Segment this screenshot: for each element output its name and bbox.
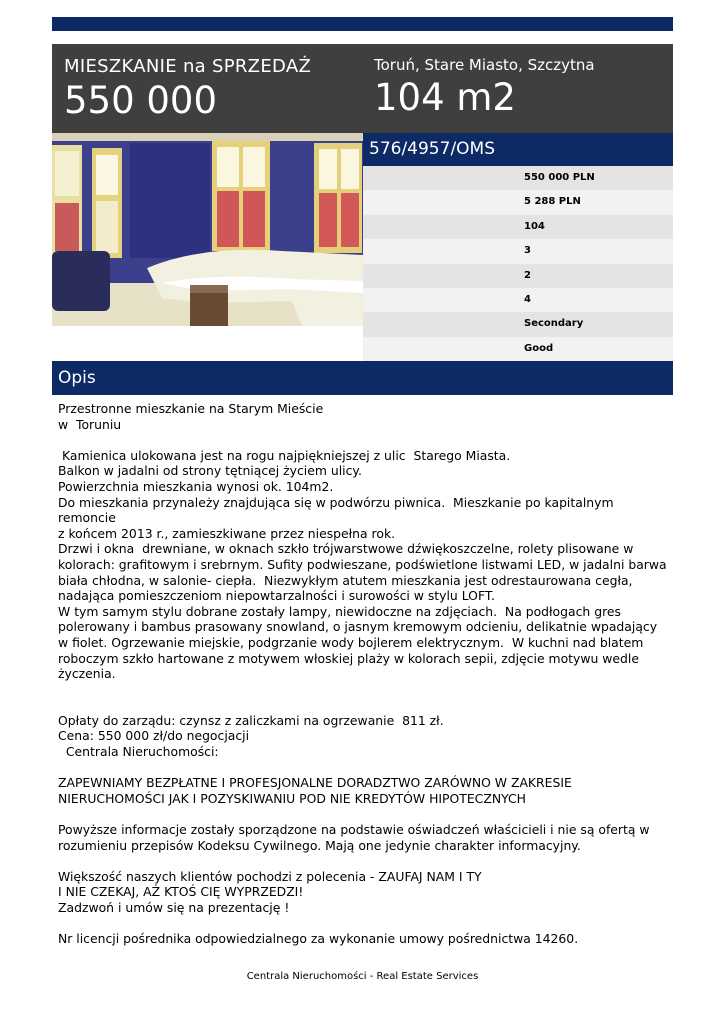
- spec-value: 4: [363, 288, 673, 312]
- spec-value: Good: [363, 337, 673, 361]
- offer-type: MIESZKANIE na SPRZEDAŻ: [64, 56, 312, 77]
- header-right: [374, 56, 595, 119]
- price-headline: 550 000: [64, 79, 218, 122]
- listing-header: [52, 44, 673, 133]
- spec-value: 2: [363, 264, 673, 288]
- spec-table: [363, 166, 673, 361]
- description-body: Przestronne mieszkanie na Starym Mieście w Toruniu Kamienica ulokowana jest na rogu najpiękniejszej z ulic Starego Miasta. Balkon w jadalni od strony tętniącej życiem ulicy. Powierzchnia mieszkania wynosi ok. 104m2. Do mieszkania przynależy znajdująca się w podwórzu piwnica. Mieszkanie po kapitalnym remoncie z końcem 2013 r., zamieszkiwane przez niespełna rok. Drzwi i okna drewniane, w oknach szkło trójwarstwowe dźwiękoszczelne, rolety plisowane w kolorach: grafitowym i srebrnym. Sufity podwieszane, podświetlone listwami LED, w jadalni barwa biała chłodna, w salonie- ciepła. Niezwykłym atutem mieszkania jest odrestaurowana cegła, nadająca pomieszczeniom niepowtarzalności i surowości w stylu LOFT. W tym samym stylu dobrane zostały lampy, niewidoczne na zdjęciach. Na podłogach gres polerowany i bambus prasowany snowland, o jasnym kremowym odcieniu, delikatnie wpadający w fiolet. Ogrzewanie miejskie, podgrzanie wody bojlerem elektrycznym. W kuchni nad blatem roboczym szkło hartowane z motywem włoskiej plaży w kolorach sepii, zdjęcie motywu wedle życzenia. Opłaty do zarządu: czynsz z zaliczkami na ogrzewanie 811 zł. Cena: 550 000 zł/do negocjacji Centrala Nieruchomości: ZAPEWNIAMY BEZPŁATNE I PROFESJONALNE DORADZTWO ZARÓWNO W ZAKRESIE NIERUCHOMOŚCI JAK I POZYSKIWANIU POD NIE KREDYTÓW HIPOTECZNYCH Powyższe informacje zostały sporządzone na podstawie oświadczeń właścicieli i nie są ofertą w rozumieniu przepisów Kodeksu Cywilnego. Mają one jedynie charakter informacyjny. Większość naszych klientów pochodzi z polecenia - ZAUFAJ NAM I TY I NIE CZEKAJ, AŻ KTOŚ CIĘ WYPRZEDZI! Zadzwoń i umów się na prezentację ! Nr licencji pośrednika odpowiedzialnego za wykonanie umowy pośrednictwa 14260.: [58, 401, 667, 947]
- footer-text: Centrala Nieruchomości - Real Estate Services: [246, 971, 479, 982]
- description-heading: Opis: [52, 361, 673, 395]
- header-left: [64, 56, 311, 122]
- location: Toruń, Stare Miasto, Szczytna: [374, 56, 595, 74]
- reference-number: 576/4957/OMS: [363, 133, 673, 166]
- property-photo: [52, 133, 363, 326]
- top-accent-bar: [52, 17, 673, 31]
- spec-value: 3: [363, 239, 673, 263]
- spec-value: 550 000 PLN: [363, 166, 673, 190]
- spec-value: Secondary: [363, 312, 673, 336]
- spec-value: 104: [363, 215, 673, 239]
- area-headline: 104 m2: [374, 76, 516, 119]
- spec-value: 5 288 PLN: [363, 190, 673, 214]
